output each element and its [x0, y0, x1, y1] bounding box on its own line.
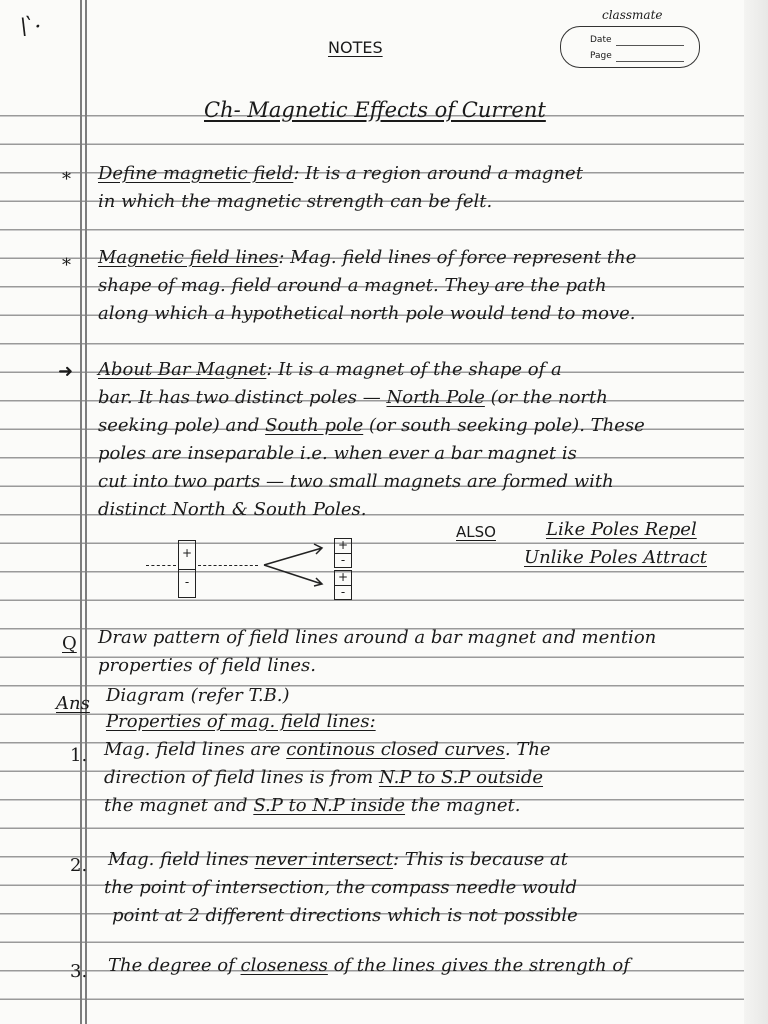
- item-number: 2.: [70, 855, 88, 876]
- dashed-line: [198, 565, 258, 566]
- minus-pole: -: [340, 585, 346, 599]
- corner-mark: \ ̀·: [20, 15, 42, 40]
- plus-pole: +: [335, 571, 351, 586]
- star-marker: *: [62, 255, 71, 276]
- split-arrows: [262, 540, 332, 590]
- note-line: point at 2 different directions which is not possible: [112, 905, 578, 926]
- note-line: The degree of closeness of the lines gives the strength of: [108, 955, 630, 976]
- note-line: Draw pattern of field lines around a bar magnet and mention: [98, 627, 657, 648]
- note-line: cut into two parts — two small magnets are formed with: [98, 471, 614, 492]
- small-magnet: [334, 538, 352, 568]
- plus-pole: +: [335, 539, 351, 554]
- also-label: ALSO: [456, 523, 496, 541]
- note-line: properties of field lines.: [98, 655, 316, 676]
- date-label: Date: [590, 35, 612, 45]
- note-line: Properties of mag. field lines:: [106, 711, 376, 732]
- note-line: bar. It has two distinct poles — North Pole (or the north: [98, 387, 608, 408]
- chapter-title: Ch- Magnetic Effects of Current: [204, 98, 546, 122]
- classmate-stamp: [556, 8, 704, 72]
- page-field: [616, 61, 684, 62]
- item-number: 1.: [70, 745, 88, 766]
- note-line: Diagram (refer T.B.): [106, 685, 290, 706]
- date-field: [616, 45, 684, 46]
- note-line: Mag. field lines never intersect: This is because at: [108, 849, 568, 870]
- star-marker: *: [62, 169, 71, 190]
- dashed-line: [146, 565, 176, 566]
- note-line: in which the magnetic strength can be felt.: [98, 191, 493, 212]
- brand-label: classmate: [602, 8, 663, 22]
- answer-marker: Ans: [56, 693, 90, 714]
- note-line: Define magnetic field: It is a region around a magnet: [98, 163, 583, 184]
- note-line: seeking pole) and South pole (or south seeking pole). These: [98, 415, 645, 436]
- page-label: Page: [590, 51, 612, 61]
- small-magnet: [334, 570, 352, 600]
- note-line: poles are inseparable i.e. when ever a bar magnet is: [98, 443, 577, 464]
- note-line: the point of intersection, the compass needle would: [104, 877, 578, 898]
- question-marker: Q: [62, 633, 77, 654]
- minus-pole: -: [184, 575, 190, 589]
- plus-pole: +: [179, 541, 195, 570]
- page-edge: [744, 0, 768, 1024]
- notes-heading: NOTES: [328, 38, 383, 57]
- item-number: 3.: [70, 961, 88, 982]
- note-line: shape of mag. field around a magnet. They are the path: [98, 275, 607, 296]
- arrow-marker: ➜: [58, 361, 74, 382]
- note-line: distinct North & South Poles.: [98, 499, 367, 520]
- note-line: the magnet and S.P to N.P inside the magnet.: [104, 795, 521, 816]
- rule-line: Unlike Poles Attract: [524, 547, 707, 568]
- note-line: Magnetic field lines: Mag. field lines of force represent the: [98, 247, 637, 268]
- rule-line: Like Poles Repel: [546, 519, 697, 540]
- note-line: direction of field lines is from N.P to S.P outside: [104, 767, 544, 788]
- note-line: along which a hypothetical north pole would tend to move.: [98, 303, 636, 324]
- note-line: Mag. field lines are continous closed curves. The: [104, 739, 551, 760]
- minus-pole: -: [340, 553, 346, 567]
- note-line: About Bar Magnet: It is a magnet of the shape of a: [98, 359, 562, 380]
- bar-magnet: [178, 540, 196, 598]
